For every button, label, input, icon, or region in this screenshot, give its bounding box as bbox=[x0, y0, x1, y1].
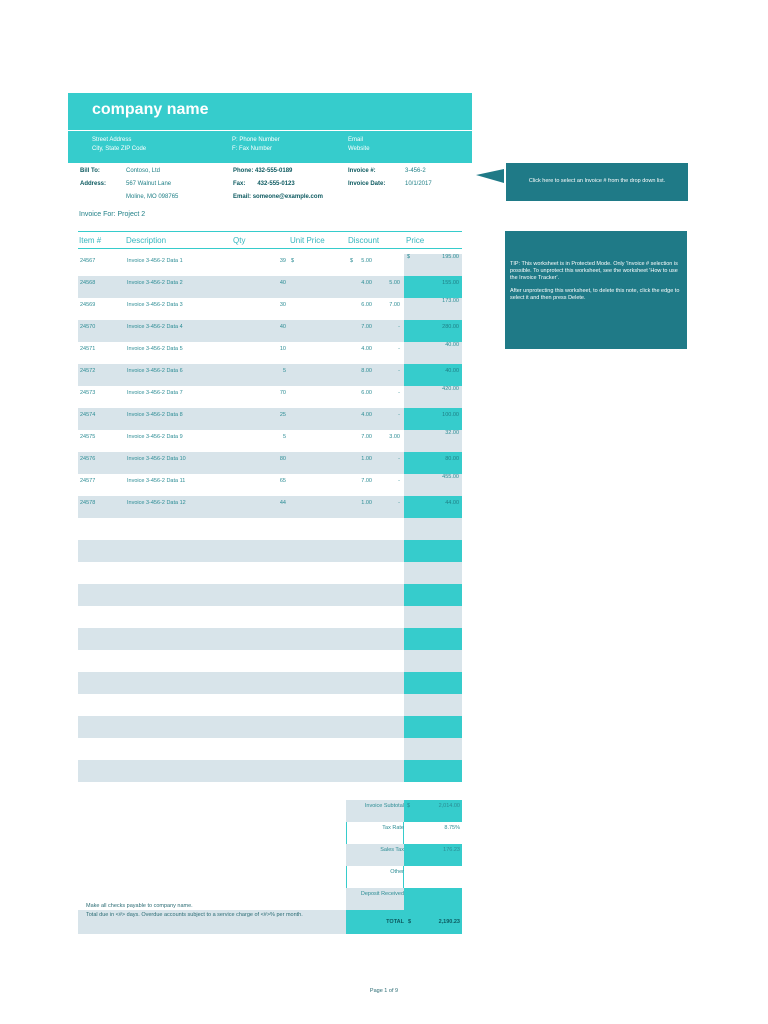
col-header-item: Item # bbox=[79, 236, 102, 245]
item-qty: 70 bbox=[279, 390, 286, 396]
item-number: 24575 bbox=[80, 434, 96, 440]
table-row bbox=[78, 276, 462, 298]
invoice-for: Invoice For: Project 2 bbox=[79, 211, 146, 218]
table-row bbox=[78, 540, 462, 562]
invoice-number-label: Invoice #: bbox=[348, 168, 376, 174]
item-number: 24578 bbox=[80, 500, 96, 506]
page-number: Page 1 of 9 bbox=[369, 988, 399, 994]
item-qty: 40 bbox=[279, 280, 286, 286]
street-address: Street Address bbox=[92, 137, 132, 143]
item-unit-price: 4.00 bbox=[361, 412, 372, 418]
address-label: Address: bbox=[80, 181, 107, 187]
item-description: Invoice 3-456-2 Data 1 bbox=[127, 258, 183, 264]
table-row bbox=[78, 672, 462, 694]
item-description: Invoice 3-456-2 Data 7 bbox=[127, 390, 183, 396]
item-price: 155.00 bbox=[442, 280, 459, 286]
sales-tax-value: 176.23 bbox=[443, 847, 460, 853]
price-cell-background bbox=[404, 694, 462, 716]
tax-rate-value: 8.75% bbox=[444, 825, 460, 831]
row-background bbox=[78, 540, 404, 562]
row-background bbox=[78, 518, 404, 540]
item-number: 24571 bbox=[80, 346, 96, 352]
price-cell-background bbox=[404, 562, 462, 584]
item-unit-price: 5.00 bbox=[361, 258, 372, 264]
row-background bbox=[78, 760, 404, 782]
item-price: 40.00 bbox=[445, 368, 459, 374]
deposit-label: Deposit Received bbox=[360, 891, 404, 897]
subtotal-label: Invoice Subtotal bbox=[364, 803, 404, 809]
table-row bbox=[78, 650, 462, 672]
address-line1: 567 Walnut Lane bbox=[126, 181, 172, 187]
table-row bbox=[78, 386, 462, 408]
item-qty: 5 bbox=[282, 434, 286, 440]
item-price: 44.00 bbox=[445, 500, 459, 506]
item-number: 24574 bbox=[80, 412, 96, 418]
col-header-discount: Discount bbox=[348, 236, 380, 245]
item-number: 24577 bbox=[80, 478, 96, 484]
table-row bbox=[78, 606, 462, 628]
item-description: Invoice 3-456-2 Data 10 bbox=[127, 456, 186, 462]
table-row bbox=[78, 562, 462, 584]
item-number: 24572 bbox=[80, 368, 96, 374]
fax-value: 432-555-0123 bbox=[257, 181, 295, 187]
select-invoice-text: Click here to select an Invoice # from the drop down list. bbox=[528, 178, 666, 184]
item-qty: 25 bbox=[279, 412, 286, 418]
col-header-unit-price: Unit Price bbox=[290, 236, 325, 245]
table-row bbox=[78, 628, 462, 650]
item-description: Invoice 3-456-2 Data 3 bbox=[127, 302, 183, 308]
price-cell-background bbox=[404, 760, 462, 782]
item-description: Invoice 3-456-2 Data 8 bbox=[127, 412, 183, 418]
callout-arrow-icon bbox=[476, 163, 506, 201]
col-header-qty: Qty bbox=[233, 236, 246, 245]
item-discount: - bbox=[398, 500, 400, 506]
item-price: 80.00 bbox=[445, 456, 459, 462]
price-cell-background bbox=[404, 628, 462, 650]
email-label: Email: bbox=[233, 194, 253, 200]
price-cell-background bbox=[404, 518, 462, 540]
row-background bbox=[78, 606, 404, 628]
phone-value: 432-555-0189 bbox=[255, 168, 293, 174]
table-row bbox=[78, 408, 462, 430]
item-number: 24573 bbox=[80, 390, 96, 396]
currency-symbol: $ bbox=[291, 258, 295, 264]
table-row bbox=[78, 254, 462, 276]
tip-note[interactable] bbox=[505, 231, 687, 349]
price-cell-background bbox=[404, 738, 462, 760]
address-line2: Moline, MO 098765 bbox=[126, 194, 179, 200]
fax-label: Fax: bbox=[233, 181, 246, 187]
due-terms-note: Total due in <#> days. Overdue accounts subject to a service charge of <#>% per month. bbox=[86, 912, 303, 918]
row-background bbox=[78, 584, 404, 606]
item-number: 24576 bbox=[80, 456, 96, 462]
item-qty: 5 bbox=[282, 368, 286, 374]
row-background bbox=[78, 738, 404, 760]
sales-tax-label: Sales Tax bbox=[380, 847, 404, 853]
item-number: 24569 bbox=[80, 302, 96, 308]
email-row bbox=[233, 191, 323, 204]
item-price: 420.00 bbox=[442, 386, 459, 392]
column-header-rule bbox=[78, 231, 462, 232]
item-number: 24570 bbox=[80, 324, 96, 330]
item-unit-price: 4.00 bbox=[361, 280, 372, 286]
item-discount: - bbox=[398, 368, 400, 374]
item-discount: - bbox=[398, 478, 400, 484]
item-unit-price: 7.00 bbox=[361, 434, 372, 440]
table-row bbox=[78, 342, 462, 364]
item-unit-price: 4.00 bbox=[361, 346, 372, 352]
item-number: 24568 bbox=[80, 280, 96, 286]
fax-row bbox=[233, 178, 295, 191]
price-cell-background bbox=[404, 584, 462, 606]
item-discount: - bbox=[398, 324, 400, 330]
table-top-rule bbox=[78, 248, 462, 249]
phone-number: P: Phone Number bbox=[232, 137, 280, 143]
item-description: Invoice 3-456-2 Data 5 bbox=[127, 346, 183, 352]
invoice-number-select[interactable]: 3-456-2 bbox=[405, 168, 426, 174]
table-row bbox=[78, 584, 462, 606]
item-price: 173.00 bbox=[442, 298, 459, 304]
col-header-price: Price bbox=[406, 236, 425, 245]
item-price: 280.00 bbox=[442, 324, 459, 330]
row-background bbox=[78, 628, 404, 650]
price-cell-background bbox=[404, 540, 462, 562]
item-unit-price: 6.00 bbox=[361, 302, 372, 308]
table-row bbox=[78, 320, 462, 342]
bill-to-name: Contoso, Ltd bbox=[126, 168, 161, 174]
price-cell-background bbox=[404, 606, 462, 628]
item-discount: 5.00 bbox=[389, 280, 400, 286]
item-description: Invoice 3-456-2 Data 12 bbox=[127, 500, 186, 506]
table-row bbox=[78, 716, 462, 738]
item-number: 24567 bbox=[80, 258, 96, 264]
item-qty: 39 bbox=[279, 258, 286, 264]
item-qty: 10 bbox=[279, 346, 286, 352]
row-background bbox=[78, 562, 404, 584]
summary-values-col bbox=[404, 800, 462, 910]
item-qty: 65 bbox=[279, 478, 286, 484]
table-row bbox=[78, 364, 462, 386]
item-discount: 3.00 bbox=[389, 434, 400, 440]
item-price: 195.00 bbox=[442, 254, 459, 260]
subtotal-value bbox=[404, 803, 462, 809]
item-qty: 30 bbox=[279, 302, 286, 308]
item-price: 100.00 bbox=[442, 412, 459, 418]
phone-row bbox=[233, 165, 292, 178]
tip-delete-text: After unprotecting this worksheet, to delete this note, click the edge to select it and then press Delete. bbox=[510, 288, 680, 301]
select-invoice-callout[interactable] bbox=[506, 163, 688, 201]
item-discount: 7.00 bbox=[389, 302, 400, 308]
table-row bbox=[78, 518, 462, 540]
bill-to-label: Bill To: bbox=[80, 168, 100, 174]
currency-symbol: $ bbox=[407, 254, 411, 260]
item-price: 32.00 bbox=[445, 430, 459, 436]
item-description: Invoice 3-456-2 Data 11 bbox=[127, 478, 186, 484]
website: Website bbox=[348, 146, 370, 152]
total-label: TOTAL bbox=[386, 919, 404, 925]
table-row bbox=[78, 694, 462, 716]
subtotal-amount: 2,014.00 bbox=[438, 803, 460, 809]
city-state-zip: City, State ZIP Code bbox=[92, 146, 147, 152]
item-description: Invoice 3-456-2 Data 9 bbox=[127, 434, 183, 440]
table-row bbox=[78, 496, 462, 518]
phone-label: Phone: bbox=[233, 168, 255, 174]
invoice-date-label: Invoice Date: bbox=[348, 181, 386, 187]
total-amount: 2,190.23 bbox=[438, 919, 460, 925]
item-unit-price: 1.00 bbox=[361, 456, 372, 462]
item-price: 40.00 bbox=[445, 342, 459, 348]
currency-symbol: $ bbox=[350, 258, 354, 264]
col-header-description: Description bbox=[126, 236, 167, 245]
item-qty: 44 bbox=[279, 500, 286, 506]
email-value: someone@example.com bbox=[252, 194, 323, 200]
item-unit-price: 7.00 bbox=[361, 324, 372, 330]
fax-number: F: Fax Number bbox=[232, 146, 273, 152]
item-discount: - bbox=[398, 412, 400, 418]
table-row bbox=[78, 452, 462, 474]
item-discount: - bbox=[398, 456, 400, 462]
table-row bbox=[78, 474, 462, 496]
invoice-date: 10/1/2017 bbox=[405, 181, 432, 187]
checks-payable-note: Make all checks payable to company name. bbox=[86, 903, 193, 909]
other-label: Other bbox=[390, 869, 404, 875]
price-cell-background bbox=[404, 716, 462, 738]
item-description: Invoice 3-456-2 Data 2 bbox=[127, 280, 183, 286]
company-name: company name bbox=[92, 101, 209, 118]
total-currency: $ bbox=[408, 919, 412, 925]
item-unit-price: 7.00 bbox=[361, 478, 372, 484]
row-background bbox=[78, 650, 404, 672]
item-price: 455.00 bbox=[442, 474, 459, 480]
item-qty: 40 bbox=[279, 324, 286, 330]
item-unit-price: 1.00 bbox=[361, 500, 372, 506]
item-unit-price: 6.00 bbox=[361, 390, 372, 396]
email: Email bbox=[348, 137, 364, 143]
table-row bbox=[78, 430, 462, 452]
item-description: Invoice 3-456-2 Data 4 bbox=[127, 324, 183, 330]
item-unit-price: 8.00 bbox=[361, 368, 372, 374]
item-qty: 80 bbox=[279, 456, 286, 462]
row-background bbox=[78, 716, 404, 738]
tax-rate-label: Tax Rate bbox=[382, 825, 404, 831]
row-background bbox=[78, 672, 404, 694]
item-discount: - bbox=[398, 390, 400, 396]
total-value bbox=[404, 919, 462, 925]
table-row bbox=[78, 738, 462, 760]
price-cell-background bbox=[404, 672, 462, 694]
item-description: Invoice 3-456-2 Data 6 bbox=[127, 368, 183, 374]
price-cell-background bbox=[404, 650, 462, 672]
table-row bbox=[78, 760, 462, 782]
tip-text: TIP: This worksheet is in Protected Mode. Only 'Invoice # selection is possible. To unprotect this worksheet, see the worksheet 'How to use the Invoice Tracker'. bbox=[510, 261, 678, 281]
item-discount: - bbox=[398, 346, 400, 352]
table-row bbox=[78, 298, 462, 320]
row-background bbox=[78, 694, 404, 716]
subtotal-currency: $ bbox=[407, 803, 411, 809]
